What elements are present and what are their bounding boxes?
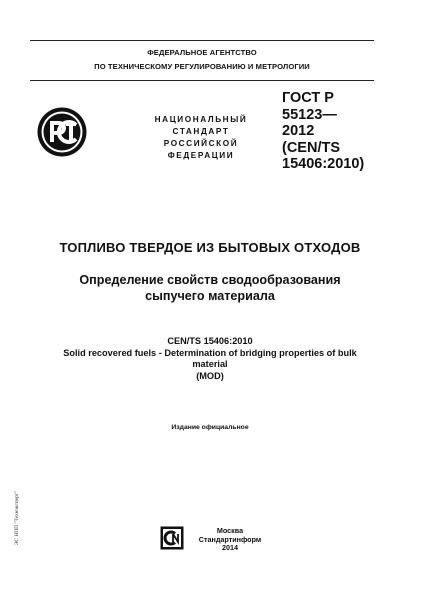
english-mod: (MOD) (196, 370, 224, 381)
publisher-name: Стандартинформ (198, 534, 262, 544)
document-title: ТОПЛИВО ТВЕРДОЕ ИЗ БЫТОВЫХ ОТХОДОВ (59, 240, 361, 255)
rst-conformity-mark-icon (36, 106, 88, 158)
national-standard-line2: СТАНДАРТ (172, 127, 230, 136)
designation-line3: 2012 (282, 123, 315, 139)
designation-line4: (CEN/TS (282, 139, 340, 156)
national-standard-line4: ФЕДЕРАЦИИ (167, 151, 235, 160)
header-top-rule (30, 40, 374, 41)
standard-designation (282, 90, 382, 173)
subtitle-line2: сыпучего материала (145, 289, 275, 303)
national-standard-line3: РОССИЙСКОЙ (163, 139, 239, 148)
agency-name-line1: ФЕДЕРАЛЬНОЕ АГЕНТСТВО (147, 48, 257, 57)
designation-line5: 15406:2010) (282, 156, 365, 172)
national-standard-line1: НАЦИОНАЛЬНЫЙ (154, 115, 248, 124)
designation-line2: 55123— (282, 106, 337, 123)
english-code: CEN/TS 15406:2010 (167, 336, 253, 346)
national-standard-label (138, 114, 264, 162)
agency-name-line2: ПО ТЕХНИЧЕСКОМУ РЕГУЛИРОВАНИЮ И МЕТРОЛОГИИ (94, 62, 310, 71)
publisher-block (192, 527, 268, 553)
english-title-block (30, 336, 390, 382)
side-stamp: ЭС НПП "Технэксперт" (14, 490, 20, 546)
publisher-year: 2014 (222, 543, 238, 553)
designation-line1: ГОСТ Р (282, 90, 334, 106)
english-title-line2: material (192, 359, 228, 369)
standartinform-logo-icon (160, 526, 184, 550)
subtitle-line1: Определение свойств сводообразования (79, 273, 341, 287)
publisher-city: Москва (216, 526, 244, 535)
english-title-line1: Solid recovered fuels - Determination of bridging properties of bulk (63, 347, 357, 358)
header-bottom-rule (30, 80, 374, 81)
document-subtitle (30, 272, 390, 304)
edition-label: Издание официальное (171, 424, 249, 431)
